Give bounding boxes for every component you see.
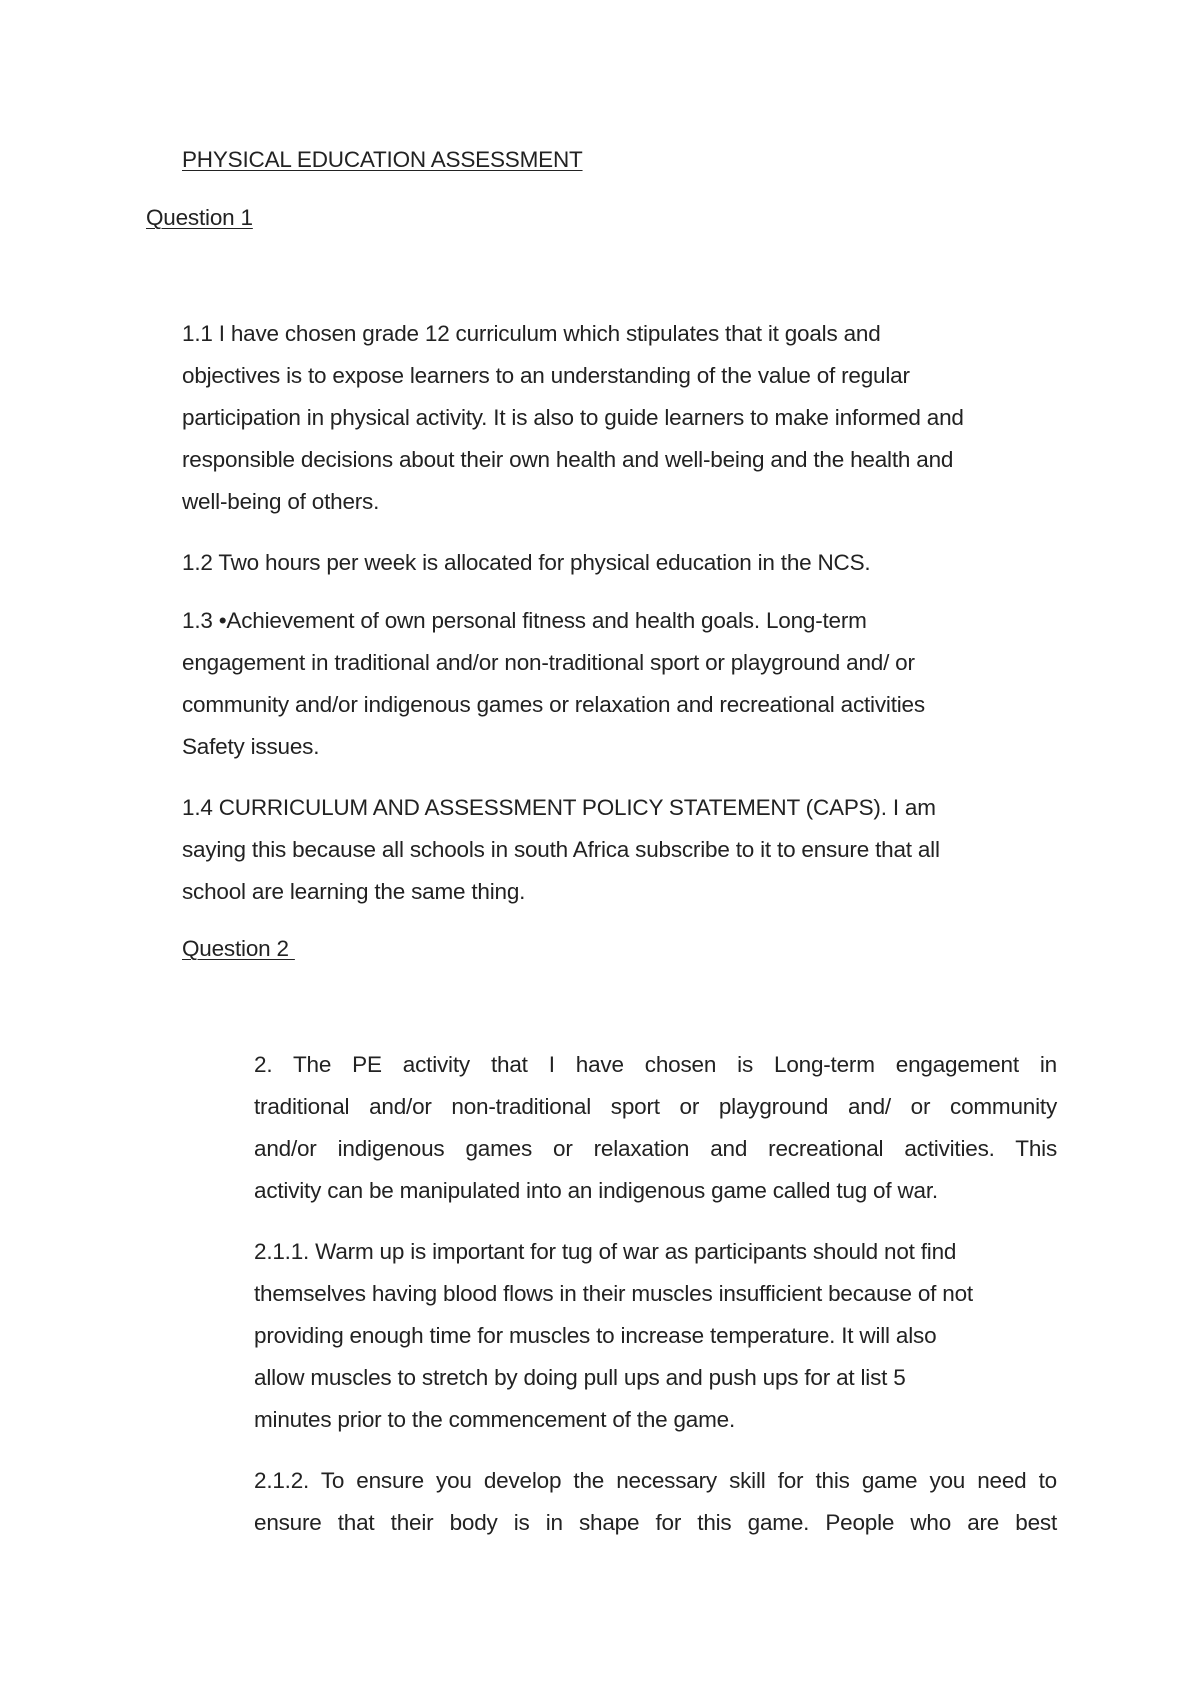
- page-title: PHYSICAL EDUCATION ASSESSMENT: [182, 147, 583, 172]
- answer-1-3-line: Safety issues.: [182, 734, 320, 759]
- answer-1-1-line: 1.1 I have chosen grade 12 curriculum which stipulates that it goals and: [182, 321, 881, 346]
- answer-1-2: [182, 549, 870, 591]
- answer-2-1-1-line: allow muscles to stretch by doing pull ups and push ups for at list 5: [254, 1365, 906, 1390]
- answer-1-4-line: school are learning the same thing.: [182, 879, 526, 904]
- answer-1-3-line: community and/or indigenous games or relaxation and recreational activities: [182, 692, 925, 717]
- answer-2-1-1-line: minutes prior to the commencement of the game.: [254, 1407, 736, 1432]
- answer-2-1-1-line: 2.1.1. Warm up is important for tug of war as participants should not find: [254, 1239, 957, 1264]
- answer-2-1-1: [254, 1238, 973, 1448]
- answer-1-1-line: well-being of others.: [182, 489, 380, 514]
- answer-1-3-line: engagement in traditional and/or non-traditional sport or playground and/ or: [182, 650, 915, 675]
- answer-1-4-line: 1.4 CURRICULUM AND ASSESSMENT POLICY STATEMENT (CAPS). I am: [182, 795, 936, 820]
- question-2-heading: Question 2: [182, 936, 295, 961]
- answer-2-line: and/or indigenous games or relaxation and recreational activities. This: [254, 1136, 1057, 1161]
- answer-2-1-1-line: themselves having blood flows in their muscles insufficient because of not: [254, 1281, 973, 1306]
- answer-1-1-line: objectives is to expose learners to an understanding of the value of regular: [182, 363, 910, 388]
- answer-1-3-line: 1.3 •Achievement of own personal fitness and health goals. Long-term: [182, 608, 867, 633]
- answer-2: [254, 1051, 1057, 1219]
- question-1-heading: Question 1: [146, 205, 253, 230]
- answer-1-3: [182, 607, 925, 775]
- answer-1-4-line: saying this because all schools in south Africa subscribe to it to ensure that all: [182, 837, 940, 862]
- answer-2-line: 2. The PE activity that I have chosen is Long-term engagement in: [254, 1052, 1057, 1077]
- answer-2-1-2: [254, 1467, 1057, 1551]
- answer-2-1-1-line: providing enough time for muscles to increase temperature. It will also: [254, 1323, 937, 1348]
- answer-1-1-line: participation in physical activity. It is also to guide learners to make informed and: [182, 405, 964, 430]
- answer-1-4: [182, 794, 940, 920]
- answer-1-1-line: responsible decisions about their own health and well-being and the health and: [182, 447, 954, 472]
- answer-2-line: traditional and/or non-traditional sport or playground and/ or community: [254, 1094, 1057, 1119]
- answer-2-line: activity can be manipulated into an indigenous game called tug of war.: [254, 1178, 938, 1203]
- answer-2-1-2-line: ensure that their body is in shape for this game. People who are best: [254, 1510, 1057, 1535]
- answer-2-1-2-line: 2.1.2. To ensure you develop the necessary skill for this game you need to: [254, 1468, 1057, 1493]
- answer-1-2-line: 1.2 Two hours per week is allocated for physical education in the NCS.: [182, 550, 871, 575]
- answer-1-1: [182, 320, 964, 530]
